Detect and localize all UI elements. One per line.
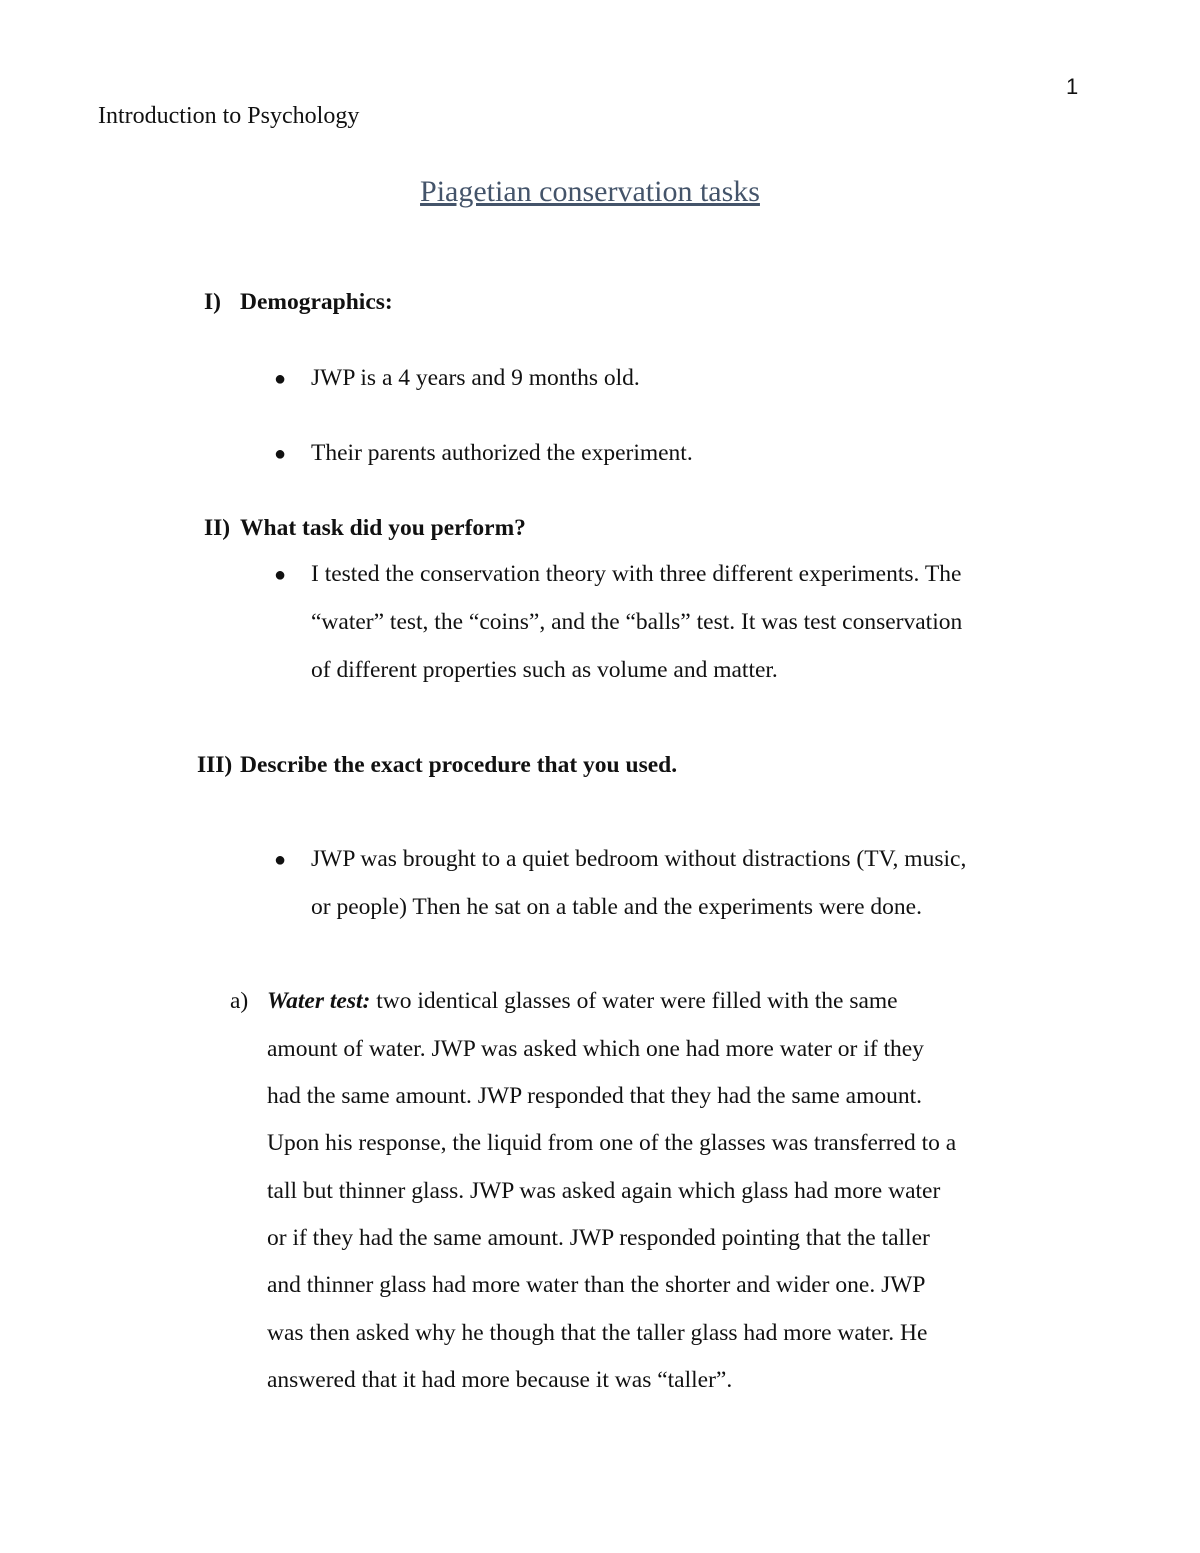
section-1-bullet-2: Their parents authorized the experiment. — [311, 440, 693, 466]
bullet-dot: ● — [274, 849, 287, 871]
running-header: Introduction to Psychology — [98, 103, 360, 129]
section-2-line-1: I tested the conservation theory with three different experiments. The — [311, 561, 962, 587]
water-test-line-8: was then asked why he though that the taller glass had more water. He — [267, 1320, 928, 1346]
section-3-label: III) — [197, 752, 233, 778]
section-2-line-3: of different properties such as volume and matter. — [311, 657, 778, 683]
section-2-heading: What task did you perform? — [240, 515, 526, 541]
bullet-dot: ● — [274, 368, 287, 390]
water-test-label: a) — [230, 988, 249, 1014]
water-test-line-2: amount of water. JWP was asked which one had more water or if they — [267, 1036, 924, 1062]
water-test-line-7: and thinner glass had more water than the shorter and wider one. JWP — [267, 1272, 926, 1298]
water-test-first-line — [267, 988, 898, 1015]
water-test-first-line-text: two identical glasses of water were filled with the same — [370, 988, 898, 1014]
section-1-label: I) — [204, 289, 221, 315]
water-test-title: Water test: — [267, 988, 371, 1014]
section-2-label: II) — [204, 515, 231, 541]
page-number: 1 — [1066, 74, 1079, 99]
section-1-heading: Demographics: — [240, 289, 393, 315]
water-test-line-5: tall but thinner glass. JWP was asked again which glass had more water — [267, 1178, 941, 1204]
bullet-dot: ● — [274, 564, 287, 586]
water-test-line-9: answered that it had more because it was “taller”. — [267, 1367, 733, 1393]
section-1-bullet-1: JWP is a 4 years and 9 months old. — [311, 365, 640, 391]
document-title: Piagetian conservation tasks — [420, 175, 760, 208]
water-test-line-4: Upon his response, the liquid from one of the glasses was transferred to a — [267, 1130, 957, 1156]
water-test-line-6: or if they had the same amount. JWP responded pointing that the taller — [267, 1225, 930, 1251]
section-2-line-2: “water” test, the “coins”, and the “balls” test. It was test conservation — [311, 609, 963, 635]
section-3-line-1: JWP was brought to a quiet bedroom without distractions (TV, music, — [311, 846, 967, 872]
bullet-dot: ● — [274, 443, 287, 465]
section-3-line-2: or people) Then he sat on a table and the experiments were done. — [311, 894, 922, 920]
water-test-line-3: had the same amount. JWP responded that they had the same amount. — [267, 1083, 923, 1109]
section-3-heading: Describe the exact procedure that you used. — [240, 752, 678, 778]
